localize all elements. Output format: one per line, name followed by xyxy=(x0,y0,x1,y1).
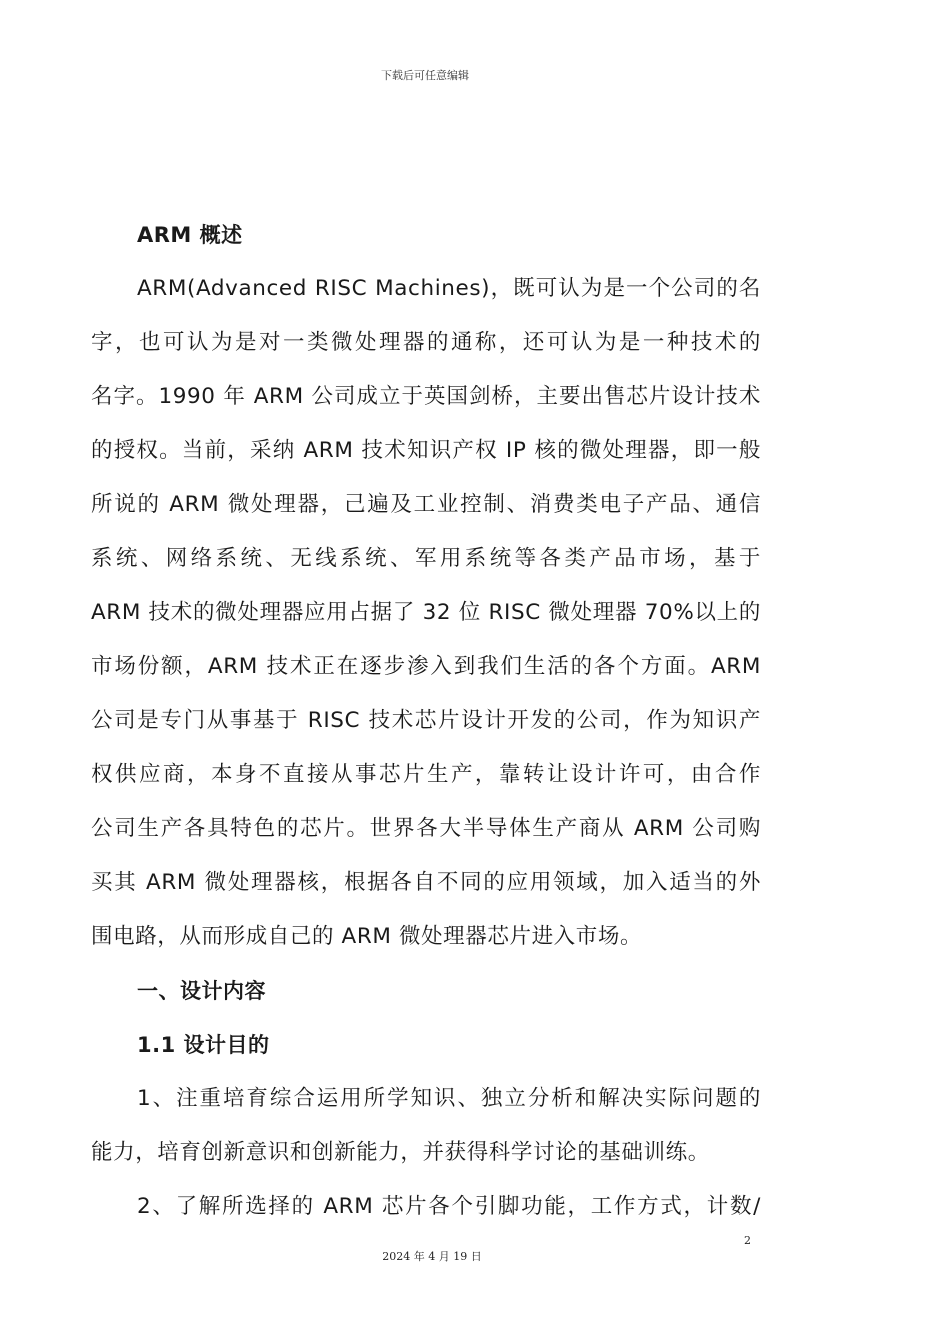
objective-item-2 xyxy=(91,1180,761,1234)
paragraph-line: 的授权。当前，采纳 ARM 技术知识产权 IP 核的微处理器，即一般 xyxy=(91,438,761,463)
page-header: 下载后可任意编辑 xyxy=(381,69,469,82)
paragraph-line: 名字。1990 年 ARM 公司成立于英国剑桥，主要出售芯片设计技术 xyxy=(91,384,761,409)
paragraph-line: 字，也可认为是对一类微处理器的通称，还可认为是一种技术的 xyxy=(91,330,761,355)
subsection-title: 1.1 设计目的 xyxy=(137,1033,270,1057)
paragraph-line: 市场份额，ARM 技术正在逐步渗入到我们生活的各个方面。ARM xyxy=(91,654,761,679)
paragraph-line: 买其 ARM 微处理器核，根据各自不同的应用领域，加入适当的外 xyxy=(91,870,761,895)
chapter-title: 一、设计内容 xyxy=(137,979,266,1003)
paragraph-line: 1、注重培育综合运用所学知识、独立分析和解决实际问题的 xyxy=(137,1086,761,1111)
paragraph-line: 公司生产各具特色的芯片。世界各大半导体生产商从 ARM 公司购 xyxy=(91,816,761,841)
intro-paragraph xyxy=(91,262,761,964)
document-body xyxy=(91,208,761,1234)
paragraph-line: 围电路，从而形成自己的 ARM 微处理器芯片进入市场。 xyxy=(91,924,643,949)
section-title: ARM 概述 xyxy=(137,223,243,247)
paragraph-line: 系统、网络系统、无线系统、军用系统等各类产品市场，基于 xyxy=(91,546,761,571)
paragraph-line: 能力，培育创新意识和创新能力，并获得科学讨论的基础训练。 xyxy=(91,1140,710,1165)
objective-item-1 xyxy=(91,1072,761,1180)
paragraph-line: 2、了解所选择的 ARM 芯片各个引脚功能，工作方式，计数/ xyxy=(137,1194,761,1219)
paragraph-line: 所说的 ARM 微处理器，己遍及工业控制、消费类电子产品、通信 xyxy=(91,492,761,517)
paragraph-line: ARM(Advanced RISC Machines)，既可认为是一个公司的名 xyxy=(137,276,761,301)
paragraph-line: 公司是专门从事基于 RISC 技术芯片设计开发的公司，作为知识产 xyxy=(91,708,761,733)
page-number: 2 xyxy=(744,1234,751,1247)
page-footer-date: 2024 年 4 月 19 日 xyxy=(382,1250,482,1263)
paragraph-line: 权供应商，本身不直接从事芯片生产，靠转让设计许可，由合作 xyxy=(91,762,761,787)
paragraph-line: ARM 技术的微处理器应用占据了 32 位 RISC 微处理器 70%以上的 xyxy=(91,600,761,625)
